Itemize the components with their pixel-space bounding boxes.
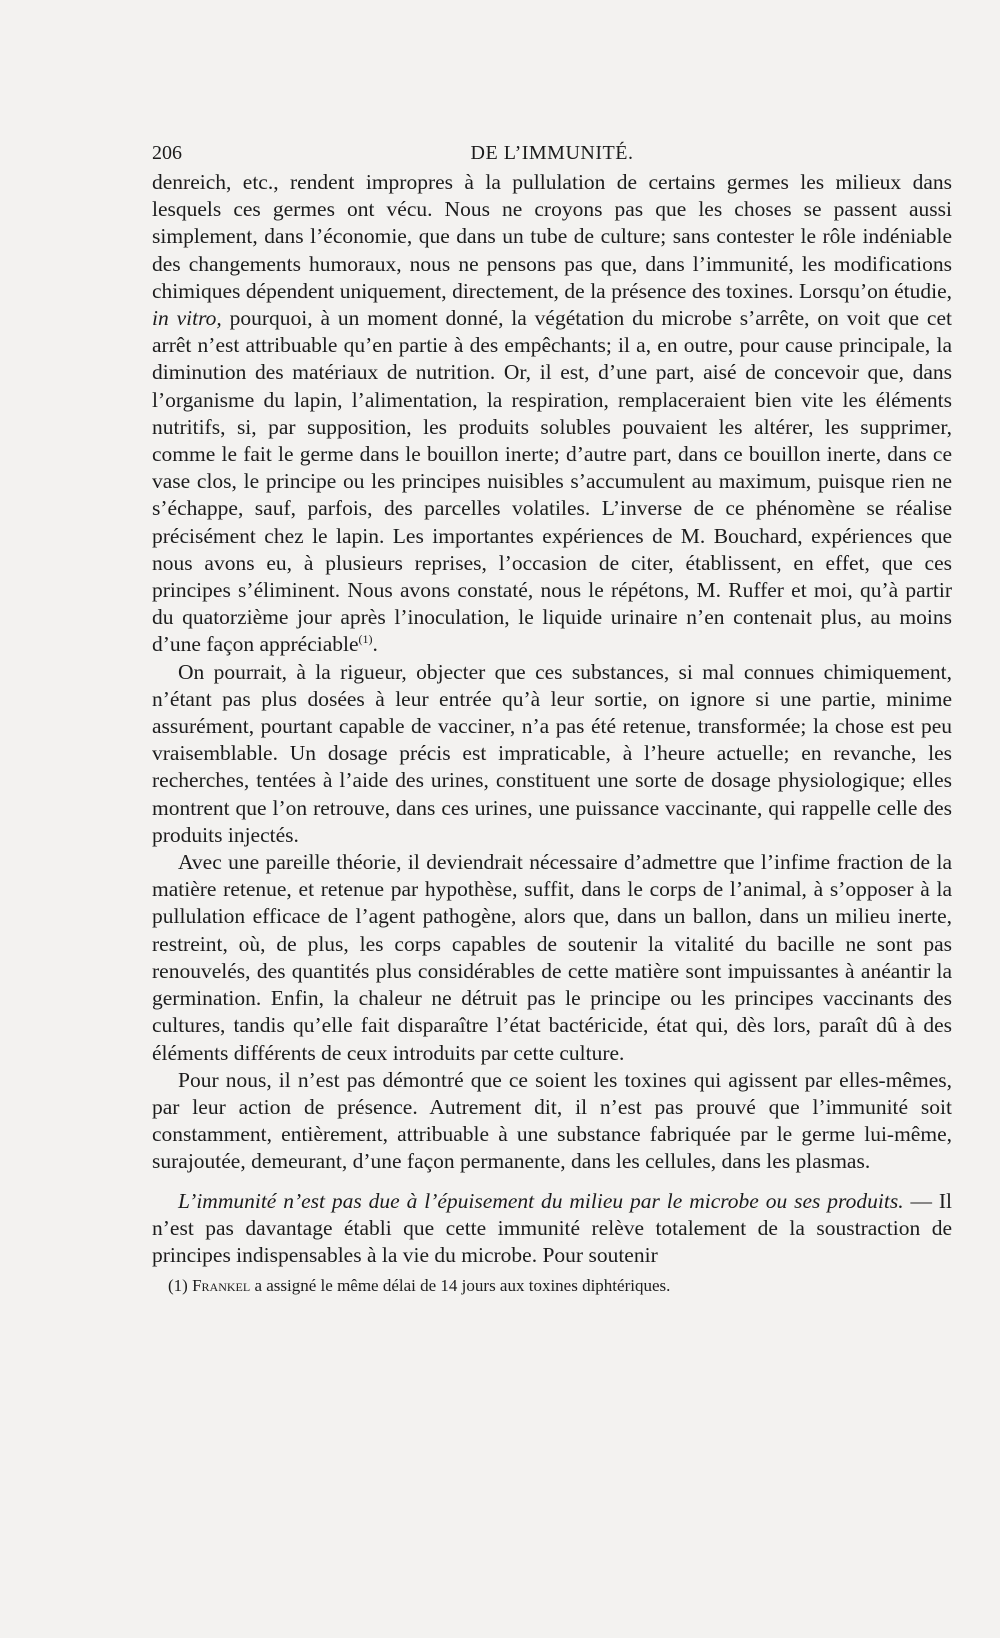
paragraph-1-text-a: denreich, etc., rendent impropres à la pullulation de certains germes les milieux dans lesquels ces germes ont vécu. Nous ne croyons pas que les choses se passent aussi simplement, dans l’économie, que dans un tube de culture; sans contester le rôle indéniable des changements humoraux, nous ne pensons pas que, dans l’immunité, les modifications chimiques dépendent uniquement, directement, de la présence des toxines. Lorsqu’on étudie, (152, 170, 952, 303)
paragraph-4: Pour nous, il n’est pas démontré que ce soient les toxines qui agissent par elles-mêmes, par leur action de présence. Autrement dit, il n’est pas prouvé que l’immunité soit constamment, entièrement, attribuable à une substance fabriquée par le germe lui-même, surajoutée, demeurant, d’une façon permanente, dans les cellules, dans les plasmas. (152, 1067, 952, 1174)
paragraph-5 (152, 1188, 952, 1270)
footnote-reference[interactable]: (1) (358, 632, 373, 647)
running-title: DE L’IMMUNITÉ. (470, 142, 634, 164)
footnote-author: Frankel (192, 1276, 251, 1296)
paragraph-1-end: . (372, 632, 378, 657)
paragraph-5-text: — Il n’est pas davantage établi que cette immunité relève totalement de la soustraction de principes indispensables à la vie du microbe. Pour soutenir (152, 1188, 952, 1267)
page-number: 206 (152, 142, 182, 164)
footnote-text: a assigné le même délai de 14 jours aux toxines diphtériques. (250, 1276, 671, 1296)
page-header (152, 140, 952, 167)
paragraph-1-italic: in vitro, (152, 306, 222, 331)
page-text (152, 140, 952, 1297)
paragraph-3: Avec une pareille théorie, il deviendrait nécessaire d’admettre que l’infime fraction de la matière retenue, et retenue par hypothèse, suffit, dans le corps de l’animal, à s’opposer à la pullulation efficace de l’agent pathogène, alors que, dans un ballon, dans un milieu inerte, restreint, où, de plus, les corps capables de soutenir la vitalité du bacille ne sont pas renouvelés, des quantités plus considérables de cette matière sont impuissantes à anéantir la germination. Enfin, la chaleur ne détruit pas le principe ou les principes vaccinants des cultures, tandis qu’elle fait disparaître l’état bactéricide, état qui, dès lors, paraît dû à des éléments différents de ceux introduits par cette culture. (152, 850, 952, 1065)
paragraph-1 (152, 169, 952, 659)
paragraph-2: On pourrait, à la rigueur, objecter que ces substances, si mal connues chimiquement, n’étant pas plus dosées à leur entrée qu’à leur sortie, on ignore si une partie, minime assurément, pourtant capable de vacciner, n’a pas été retenue, transformée; la chose est peu vraisemblable. Un dosage précis est impraticable, à l’heure actuelle; en revanche, les recherches, tentées à l’aide des urines, constituent une sorte de dosage physiologique; elles montrent que l’on retrouve, dans ces urines, une puissance vaccinante, qui rappelle celle des produits injectés. (152, 659, 952, 847)
footnote-marker: (1) (168, 1276, 188, 1296)
footnote (152, 1275, 952, 1297)
section-heading: L’immunité n’est pas due à l’épuisement du milieu par le microbe ou ses produits. (178, 1188, 904, 1213)
paragraph-1-text-b: pourquoi, à un moment donné, la végétation du microbe s’arrête, on voit que cet arrêt n’est attribuable qu’en partie à des empêchants; il a, en outre, pour cause principale, la diminution des matériaux de nutrition. Or, il est, d’une part, aisé de concevoir que, dans l’organisme du lapin, l’alimentation, la respiration, remplaceraient bien vite les éléments nutritifs, si, par supposition, les produits solubles pouvaient les altérer, les supprimer, comme le fait le germe dans le bouillon inerte; d’autre part, dans ce bouillon inerte, dans ce vase clos, le principe ou les principes nuisibles s’accumulent au maximum, puisque rien ne s’échappe, sauf, parfois, des parcelles volatiles. L’inverse de ce phénomène se réalise précisément chez le lapin. Les importantes expériences de M. Bouchard, expériences que nous avons eu, à plusieurs reprises, l’occasion de citer, établissent, en effet, que ces principes s’éliminent. Nous avons constaté, nous le répétons, M. Ruffer et moi, qu’à partir du quatorzième jour après l’inoculation, le liquide urinaire n’en contenait plus, au moins d’une façon appréciable (152, 306, 952, 657)
